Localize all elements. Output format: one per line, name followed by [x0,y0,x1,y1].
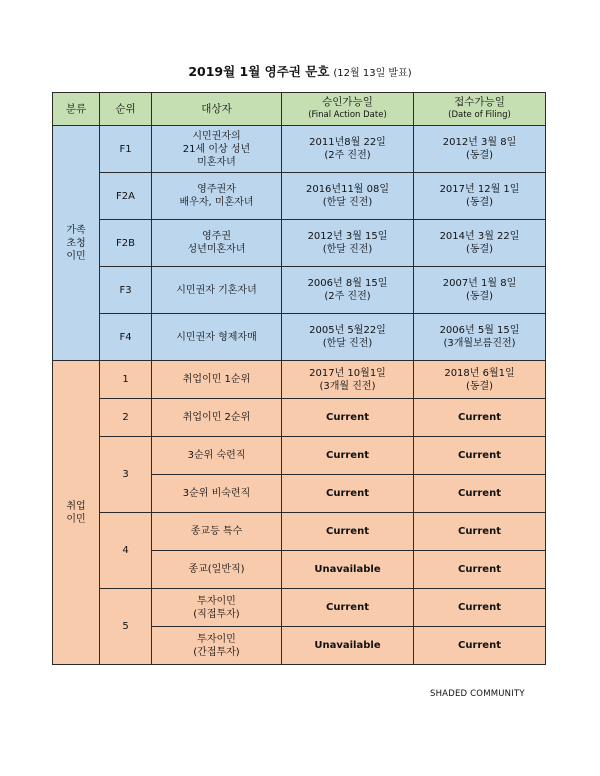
family-section [53,126,546,361]
table-row [53,589,546,627]
target-cell: 투자이민 (직접투자) [152,589,282,627]
filing-cell: Current [414,475,546,513]
target-cell: 시민권자의 21세 이상 성년 미혼자녀 [152,126,282,173]
table-row [53,361,546,399]
approval-cell: Current [282,589,414,627]
target-cell: 종교등 특수 [152,513,282,551]
employment-section [53,361,546,665]
filing-cell: Current [414,513,546,551]
header-approval [282,93,414,126]
header-target: 대상자 [152,93,282,126]
table-row [53,267,546,314]
title-main: 2019월 1월 영주권 문호 [188,64,330,79]
approval-cell: 2017년 10월1일 (3개월 진전) [282,361,414,399]
footer-label: SHADED COMMUNITY [430,689,525,699]
header-category: 분류 [53,93,100,126]
filing-cell: 2017년 12월 1일 (동결) [414,173,546,220]
rank-cell: 5 [100,589,152,665]
target-cell: 3순위 비숙련직 [152,475,282,513]
filing-cell: Current [414,399,546,437]
table-row [53,437,546,475]
header-filing [414,93,546,126]
header-rank: 순위 [100,93,152,126]
approval-cell: Current [282,437,414,475]
rank-cell: 2 [100,399,152,437]
employment-category: 취업 이민 [53,361,100,665]
approval-cell: Current [282,475,414,513]
approval-cell: Current [282,399,414,437]
filing-cell: Current [414,627,546,665]
rank-cell: 3 [100,437,152,513]
approval-cell: 2016년11월 08일 (한달 진전) [282,173,414,220]
rank-cell: F2B [100,220,152,267]
filing-cell: 2018년 6월1일 (동결) [414,361,546,399]
target-cell: 취업이민 1순위 [152,361,282,399]
filing-cell: 2007년 1월 8일 (동결) [414,267,546,314]
approval-cell: Unavailable [282,551,414,589]
target-cell: 투자이민 (간접투자) [152,627,282,665]
target-cell: 영주권자 배우자, 미혼자녀 [152,173,282,220]
rank-cell: 4 [100,513,152,589]
table-row [53,513,546,551]
header-approval-en: (Final Action Date) [308,110,387,120]
page-title [0,63,600,83]
target-cell: 시민권자 형제자매 [152,314,282,361]
filing-cell: Current [414,551,546,589]
filing-cell: Current [414,437,546,475]
approval-cell: 2005년 5월22일 (한달 진전) [282,314,414,361]
approval-cell: Current [282,513,414,551]
title-sub: (12월 13일 발표) [333,68,412,79]
rank-cell: F4 [100,314,152,361]
target-cell: 3순위 숙련직 [152,437,282,475]
family-category: 가족 초청 이민 [53,126,100,361]
approval-cell: 2012년 3월 15일 (한달 진전) [282,220,414,267]
visa-bulletin-table [52,92,546,665]
rank-cell: F2A [100,173,152,220]
header-filing-en: (Date of Filing) [448,110,511,120]
table-row [53,399,546,437]
header-approval-label: 승인가능일 [322,96,373,108]
rank-cell: 1 [100,361,152,399]
filing-cell: 2014년 3월 22일 (동결) [414,220,546,267]
filing-cell: Current [414,589,546,627]
target-cell: 취업이민 2순위 [152,399,282,437]
target-cell: 영주권 성년미혼자녀 [152,220,282,267]
table-row [53,173,546,220]
approval-cell: 2006년 8월 15일 (2주 진전) [282,267,414,314]
approval-cell: Unavailable [282,627,414,665]
header-filing-label: 접수가능일 [454,96,505,108]
header-row [53,93,546,126]
rank-cell: F1 [100,126,152,173]
rank-cell: F3 [100,267,152,314]
filing-cell: 2012년 3월 8일 (동결) [414,126,546,173]
approval-cell: 2011년8월 22일 (2주 진전) [282,126,414,173]
target-cell: 시민권자 기혼자녀 [152,267,282,314]
table-row [53,314,546,361]
filing-cell: 2006년 5월 15일 (3개월보름진전) [414,314,546,361]
table-row [53,126,546,173]
target-cell: 종교(일반직) [152,551,282,589]
table-row [53,220,546,267]
